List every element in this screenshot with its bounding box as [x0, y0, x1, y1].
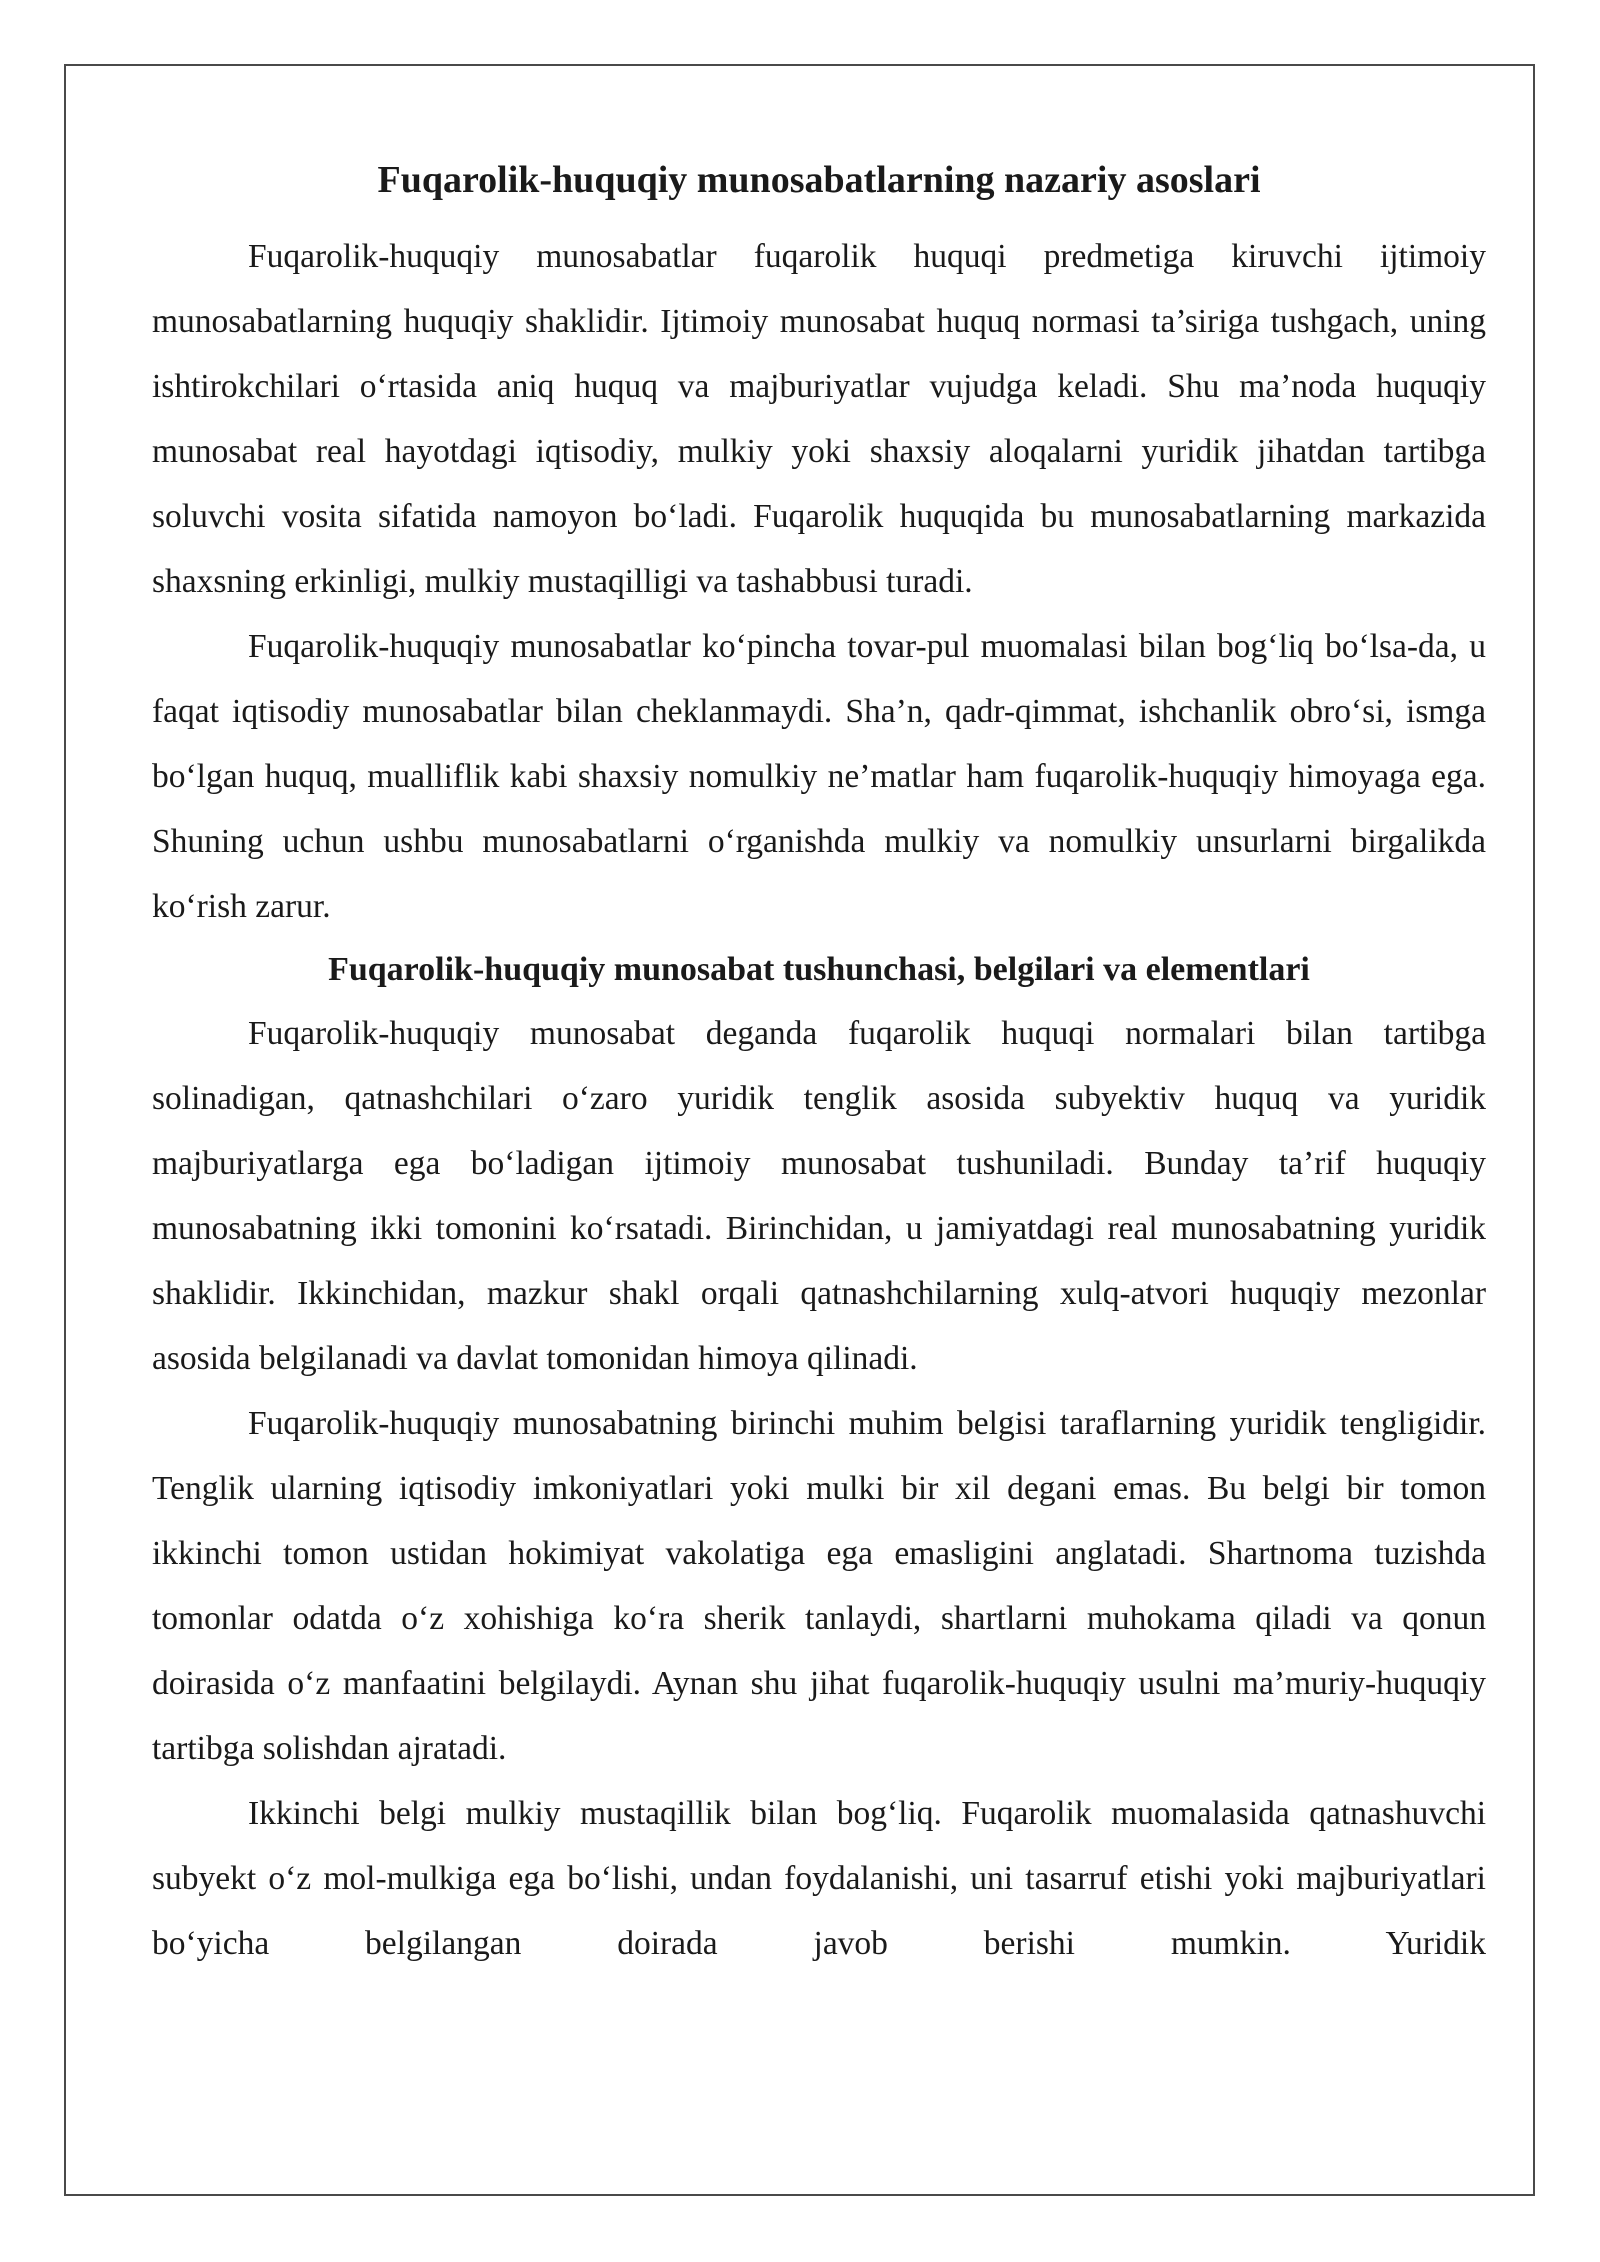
paragraph: Fuqarolik-huquqiy munosabatning birinchi muhim belgisi taraflarning yuridik tengligidir. Tenglik ularning iqtisodiy imkoniyatlari yoki mulki bir xil degani emas. Bu belgi bir tomon ikkinchi tomon ustidan hokimiyat vakolatiga ega emasligini anglatadi. Shartnoma tuzishda tomonlar odatda o‘z xohishiga ko‘ra sherik tanlaydi, shartlarni muhokama qiladi va qonun doirasida o‘z manfaatini belgilaydi. Aynan shu jihat fuqarolik-huquqiy usulni ma’muriy-huquqiy tartibga solishdan ajratadi. [152, 1405, 1486, 1767]
section-heading: Fuqarolik-huquqiy munosabat tushunchasi, belgilari va elementlari [328, 951, 1310, 988]
document-title: Fuqarolik-huquqiy munosabatlarning nazariy asoslari [377, 159, 1261, 201]
document-body [152, 148, 1486, 1976]
paragraph: Fuqarolik-huquqiy munosabatlar fuqarolik huquqi predmetiga kiruvchi ijtimoiy munosabatlarning huquqiy shaklidir. Ijtimoiy munosabat huquq normasi ta’siriga tushgach, uning ishtirokchilari o‘rtasida aniq huquq va majburiyatlar vujudga keladi. Shu ma’noda huquqiy munosabat real hayotdagi iqtisodiy, mulkiy yoki shaxsiy aloqalarni yuridik jihatdan tartibga soluvchi vosita sifatida namoyon bo‘ladi. Fuqarolik huquqida bu munosabatlarning markazida shaxsning erkinligi, mulkiy mustaqilligi va tashabbusi turadi. [152, 238, 1486, 600]
paragraph: Ikkinchi belgi mulkiy mustaqillik bilan bog‘liq. Fuqarolik muomalasida qatnashuvchi subyekt o‘z mol-mulkiga ega bo‘lishi, undan foydalanishi, uni tasarruf etishi yoki majburiyatlari bo‘yicha belgilangan doirada javob berishi mumkin. Yuridik [152, 1795, 1486, 1962]
paragraph: Fuqarolik-huquqiy munosabatlar ko‘pincha tovar-pul muomalasi bilan bog‘liq bo‘lsa-da, u faqat iqtisodiy munosabatlar bilan cheklanmaydi. Sha’n, qadr-qimmat, ishchanlik obro‘si, ismga bo‘lgan huquq, mualliflik kabi shaxsiy nomulkiy ne’matlar ham fuqarolik-huquqiy himoyaga ega. Shuning uchun ushbu munosabatlarni o‘rganishda mulkiy va nomulkiy unsurlarni birgalikda ko‘rish zarur. [152, 628, 1486, 925]
paragraph: Fuqarolik-huquqiy munosabat deganda fuqarolik huquqi normalari bilan tartibga solinadigan, qatnashchilari o‘zaro yuridik tenglik asosida subyektiv huquq va yuridik majburiyatlarga ega bo‘ladigan ijtimoiy munosabat tushuniladi. Bunday ta’rif huquqiy munosabatning ikki tomonini ko‘rsatadi. Birinchidan, u jamiyatdagi real munosabatning yuridik shaklidir. Ikkinchidan, mazkur shakl orqali qatnashchilarning xulq-atvori huquqiy mezonlar asosida belgilanadi va davlat tomonidan himoya qilinadi. [152, 1015, 1486, 1377]
